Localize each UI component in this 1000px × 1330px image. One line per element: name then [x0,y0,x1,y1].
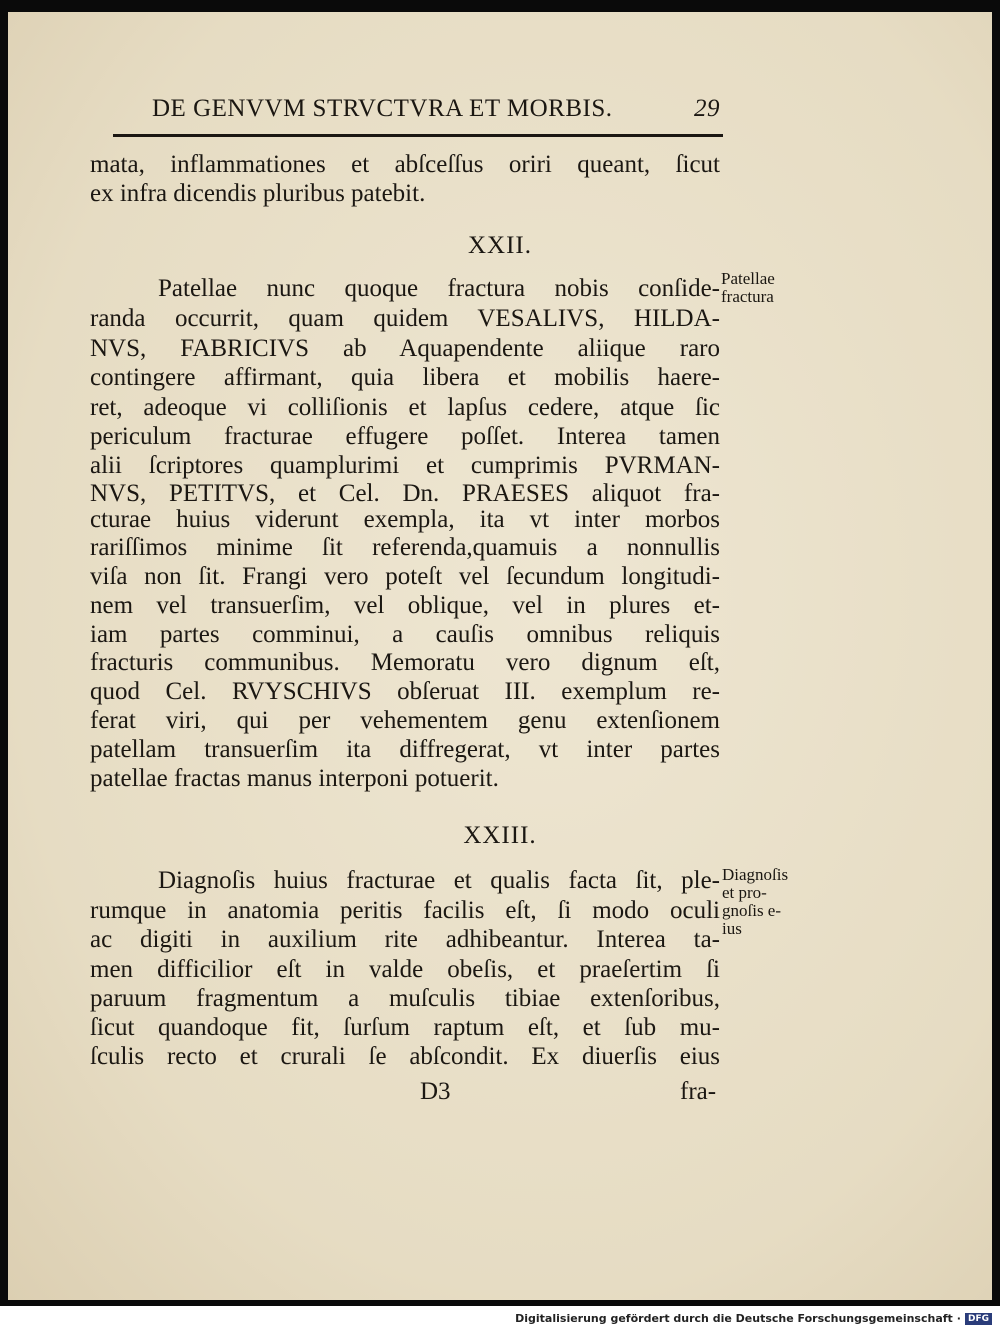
text-line: alii ſcriptores quamplurimi et cumprimis PVRMAN- [90,452,720,479]
text-line: ex infra dicendis pluribus patebit. [90,180,426,207]
text-line: paruum fragmentum a muſculis tibiae extenſoribus, [90,985,720,1012]
text-line: periculum fracturae effugere poſſet. Interea tamen [90,423,720,450]
margin-note-line: ius [722,919,742,938]
footer-separator: · [956,1312,961,1325]
text-line: ſculis recto et crurali ſe abſcondit. Ex diuerſis eius [90,1043,720,1070]
text-line: patellam transuerſim ita diffregerat, vt inter partes [90,736,720,763]
text-line: randa occurrit, quam quidem VESALIVS, HILDA- [90,305,720,332]
text-line: nem vel transuerſim, vel oblique, vel in plures et- [90,592,720,619]
margin-note-diagnosis [722,866,788,938]
text-line: viſa non ſit. Frangi vero poteſt vel ſecundum longitudi- [90,563,720,590]
text-line: contingere affirmant, quia libera et mobilis haere- [90,364,720,391]
margin-note-line: fractura [721,287,774,306]
text-line: rumque in anatomia peritis facilis eſt, ſi modo oculi [90,897,720,924]
text-line: iam partes comminui, a cauſis omnibus reliquis [90,621,720,648]
margin-note-line: gnoſis e- [722,901,782,920]
text-line: Diagnoſis huius fracturae et qualis facta ſit, ple- [158,867,720,894]
text-line: cturae huius viderunt exempla, ita vt inter morbos [90,506,720,533]
margin-note-patellae [721,270,775,306]
margin-note-line: et pro- [722,883,767,902]
text-line: mata, inflammationes et abſceſſus oriri queant, ſicut [90,151,720,178]
dfg-logo-icon: DFG [965,1313,992,1325]
text-line: Patellae nunc quoque fractura nobis conſide- [158,275,720,302]
footer-text: Digitalisierung gefördert durch die Deutsche Forschungsgemeinschaft [515,1312,953,1325]
text-line: NVS, PETITVS, et Cel. Dn. PRAESES aliquot fra- [90,480,720,507]
text-line: fracturis communibus. Memoratu vero dignum eſt, [90,649,720,676]
section-number: XXII. [467,232,532,259]
page-number: 29 [694,95,720,122]
margin-note-line: Patellae [721,269,775,288]
text-line: patellae fractas manus interponi potuerit. [90,765,499,792]
text-line: quod Cel. RVYSCHIVS obſeruat III. exemplum re- [90,678,720,705]
catchword: fra- [680,1078,717,1105]
text-line: ſicut quandoque fit, ſurſum raptum eſt, et ſub mu- [90,1014,720,1041]
text-line: rariſſimos minime ſit referenda,quamuis a nonnullis [90,534,720,561]
text-line: men difficilior eſt in valde obeſis, et praeſertim ſi [90,956,720,983]
header-rule [113,134,723,137]
text-line: ret, adeoque vi colliſionis et lapſus cedere, atque ſic [90,394,720,421]
margin-note-line: Diagnoſis [722,865,789,884]
text-line: ac digiti in auxilium rite adhibeantur. Interea ta- [90,926,720,953]
signature-mark: D3 [420,1078,451,1105]
text-line: NVS, FABRICIVS ab Aquapendente aliique raro [90,335,720,362]
header-title: DE GENVVM STRVCTVRA ET MORBIS. [152,95,613,122]
text-line: ferat viri, qui per vehementem genu extenſionem [90,707,720,734]
section-number: XXIII. [463,822,537,849]
digitization-footer [515,1312,992,1325]
